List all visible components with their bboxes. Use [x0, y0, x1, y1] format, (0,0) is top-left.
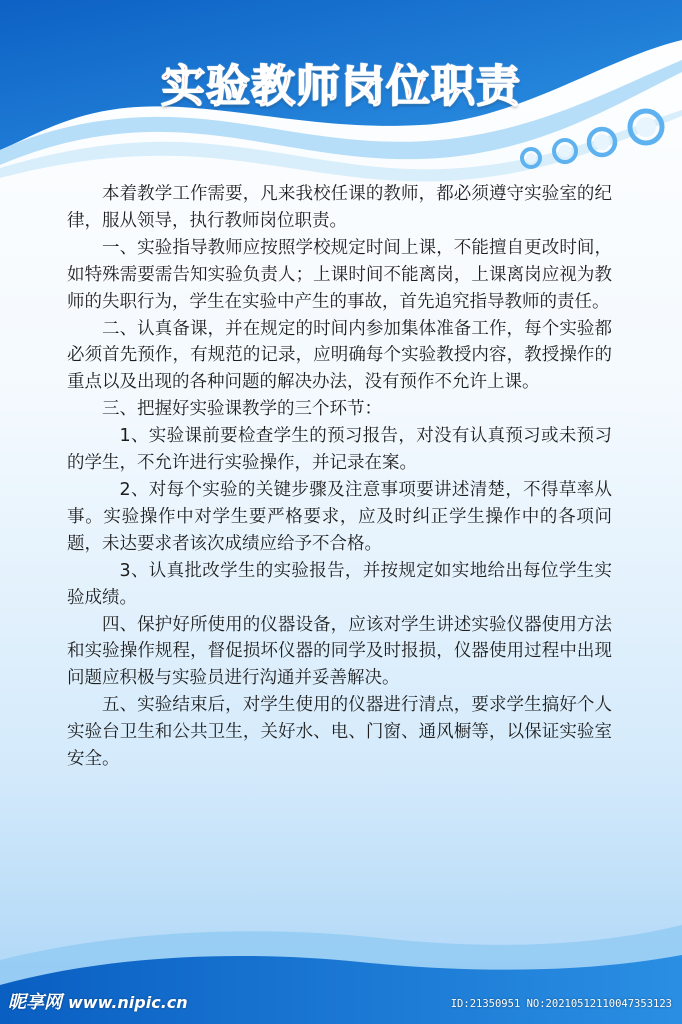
watermark-site: www.nipic.cn	[68, 993, 188, 1012]
site-watermark	[8, 988, 188, 1014]
duty-item-1: 一、实验指导教师应按照学校规定时间上课，不能擅自更改时间，如特殊需要需告知实验负责人；上课时间不能离岗，上课离岗应视为教师的失职行为，学生在实验中产生的事故，首先追究指导教师的责任。	[67, 237, 612, 312]
duty-subitem-3: 3、认真批改学生的实验报告，并按规定如实地给出每位学生实验成绩。	[67, 560, 612, 608]
image-id-text: ID:21350951 NO:20210512110047353123	[450, 998, 672, 1010]
duty-subitem-2: 2、对每个实验的关键步骤及注意事项要讲述清楚，不得草率从事。实验操作中对学生要严格要求，应及时纠正学生操作中的各项问题，未达要求者该次成绩应给予不合格。	[67, 479, 612, 554]
duty-item-5: 五、实验结束后，对学生使用的仪器进行清点，要求学生搞好个人实验台卫生和公共卫生，关好水、电、门窗、通风橱等，以保证实验室安全。	[67, 695, 612, 770]
duty-item-4: 四、保护好所使用的仪器设备，应该对学生讲述实验仪器使用方法和实验操作规程，督促损坏仪器的同学及时报损，仪器使用过程中出现问题应积极与实验员进行沟通并妥善解决。	[67, 614, 612, 689]
duty-text-body	[67, 181, 612, 773]
page-title: 实验教师岗位职责	[161, 61, 521, 112]
duty-subitem-1: 1、实验课前要检查学生的预习报告，对没有认真预习或未预习的学生，不允许进行实验操作，并记录在案。	[67, 426, 612, 474]
intro-paragraph: 本着教学工作需要，凡来我校任课的教师，都必须遵守实验室的纪律，服从领导，执行教师岗位职责。	[67, 184, 612, 231]
watermark-brand: 昵享网	[8, 992, 62, 1013]
duty-item-3: 三、把握好实验课教学的三个环节：	[102, 399, 382, 420]
duty-item-2: 二、认真备课，并在规定的时间内参加集体准备工作，每个实验都必须首先预作，有规范的记录，应明确每个实验教授内容，教授操作的重点以及出现的各种问题的解决办法，没有预作不允许上课。	[67, 318, 612, 393]
